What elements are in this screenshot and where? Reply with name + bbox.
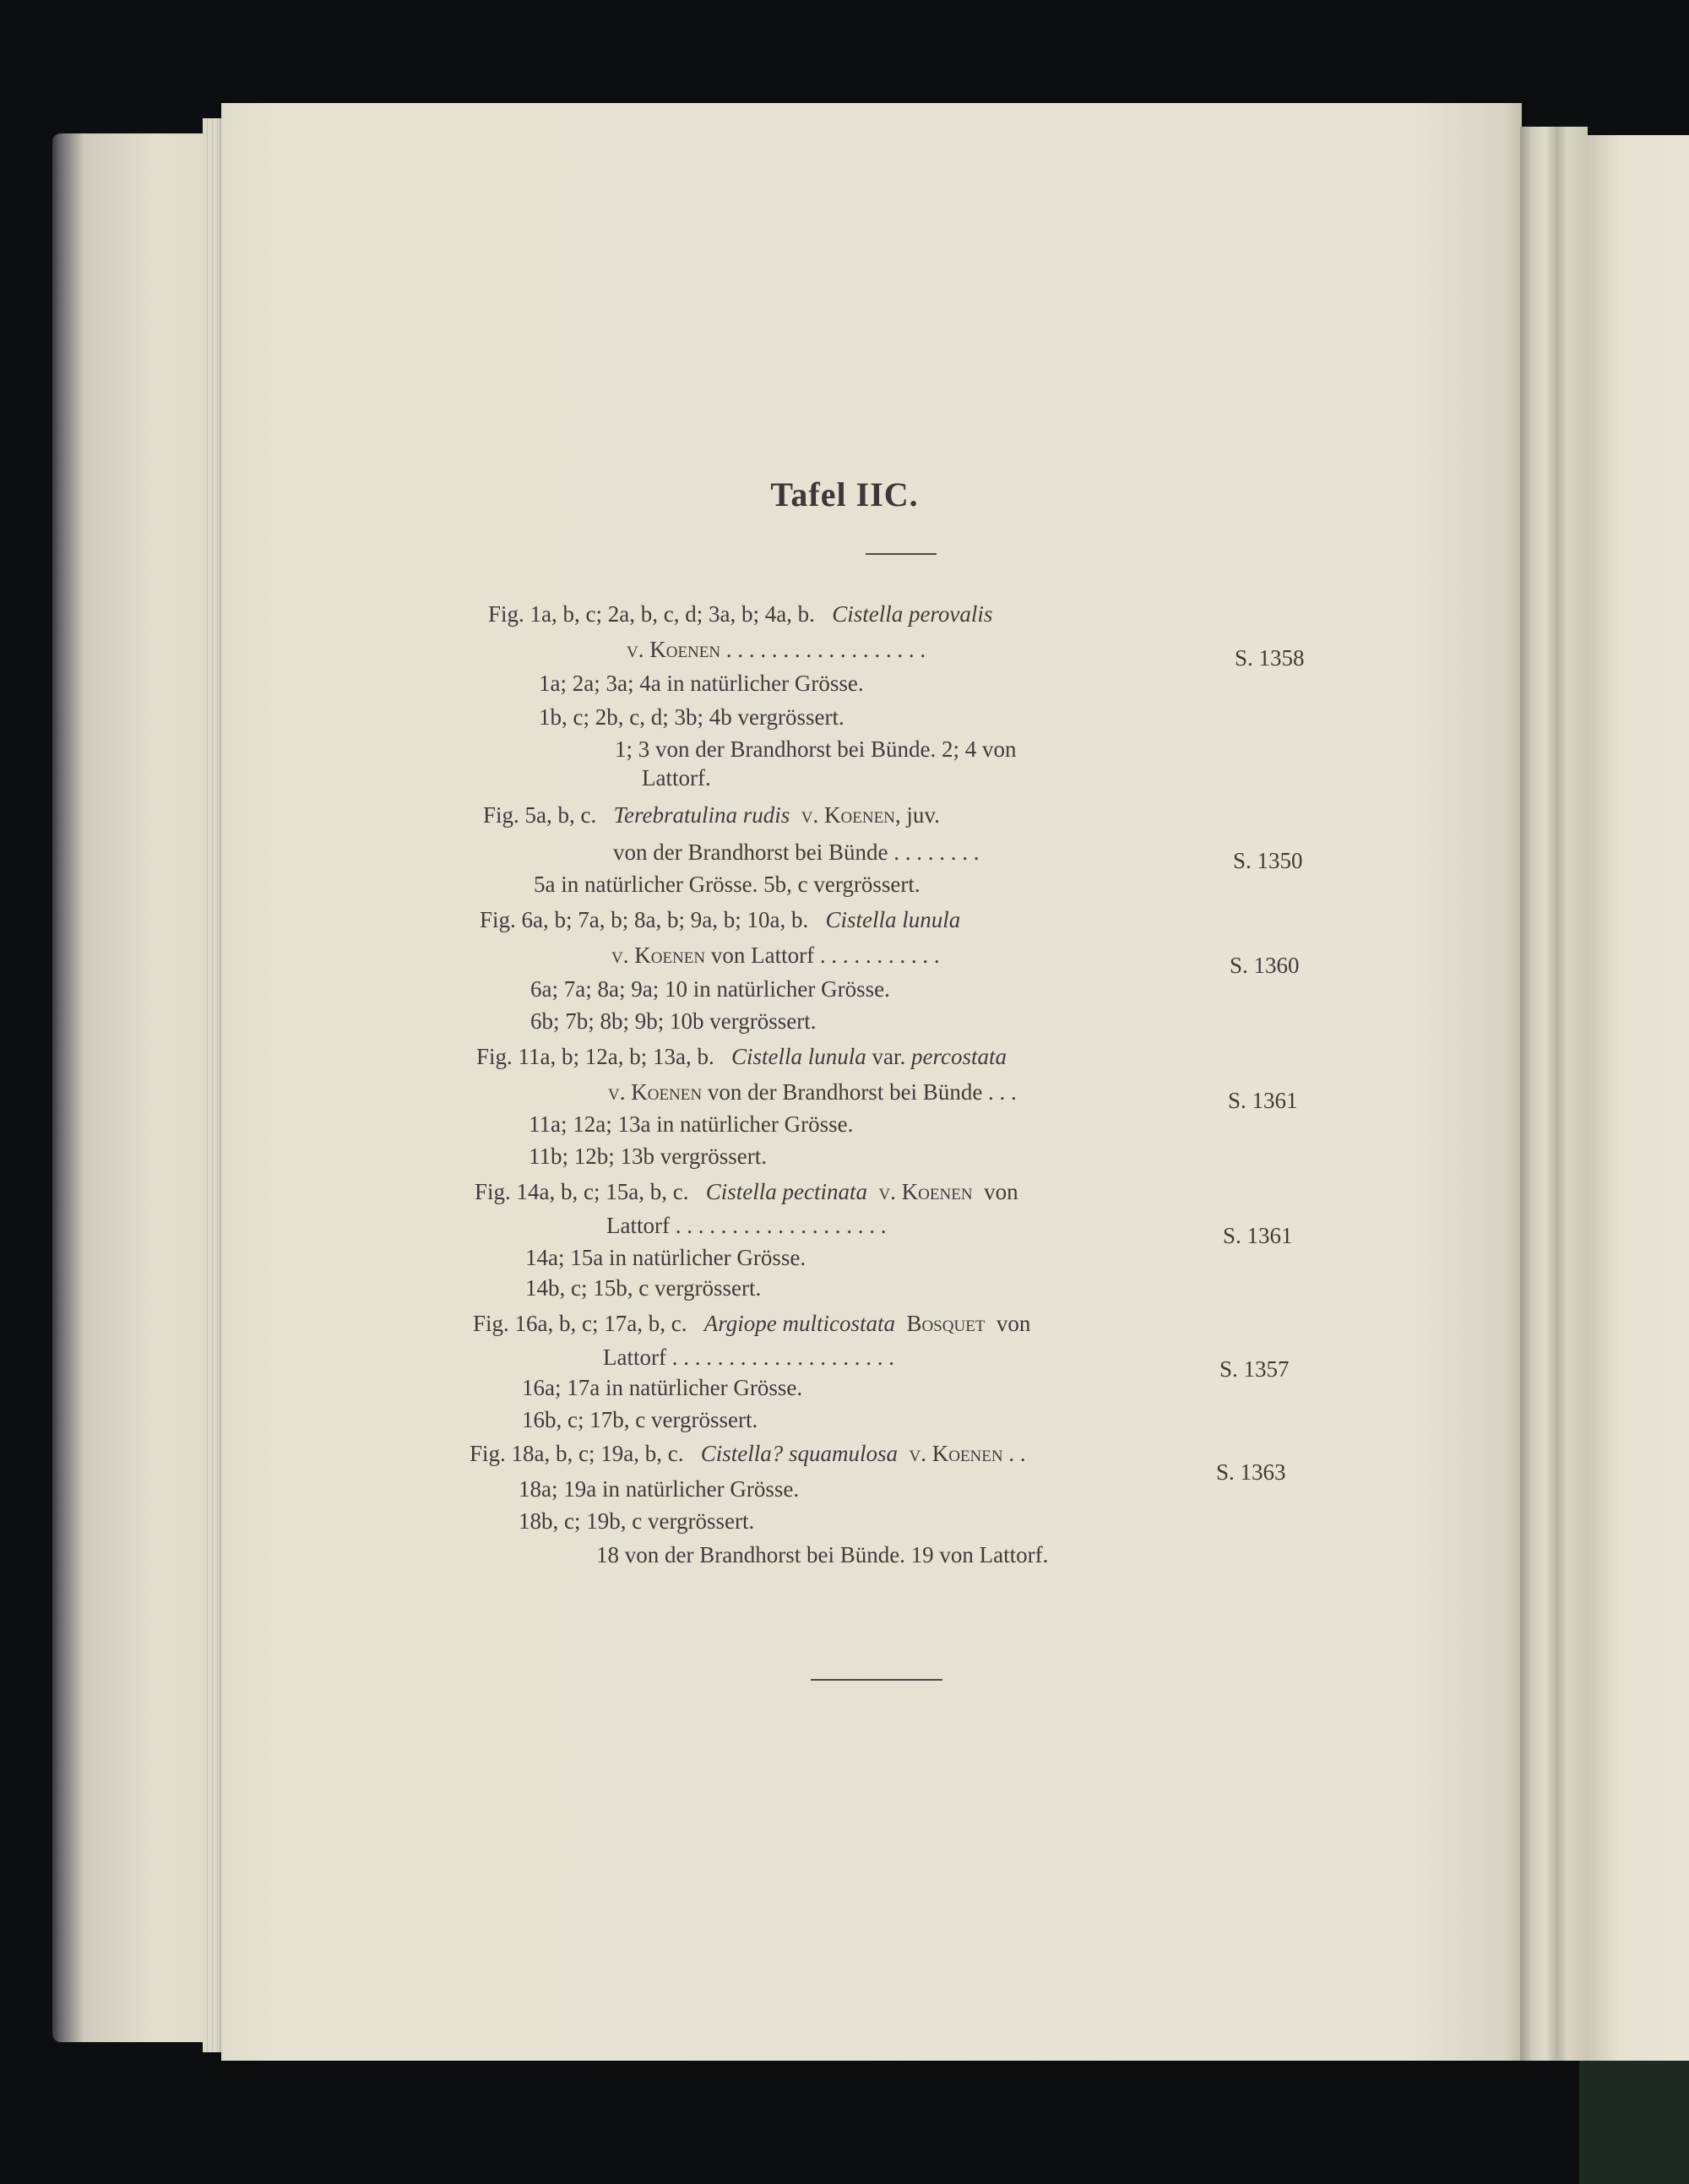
entry-5-page-ref: S. 1361 — [1223, 1223, 1293, 1248]
entry-6-line-1: Fig. 16a, b, c; 17a, b, c. Argiope multicostata Bosquet von — [473, 1311, 1031, 1336]
entry-2-line-1: Fig. 5a, b, c. Terebratulina rudis v. Koenen, juv. — [483, 802, 940, 828]
entry-7-line-1: Fig. 18a, b, c; 19a, b, c. Cistella? squamulosa v. Koenen . . — [470, 1441, 1026, 1466]
entry-3-line-1: Fig. 6a, b; 7a, b; 8a, b; 9a, b; 10a, b. Cistella lunula — [480, 907, 961, 932]
entry-3-note-1: 6a; 7a; 8a; 9a; 10 in natürlicher Grösse. — [530, 976, 890, 1002]
entry-2-line-2: von der Brandhorst bei Bünde . . . . . . . . — [613, 839, 980, 865]
facing-page — [1586, 135, 1689, 2086]
entry-1-line-1: Fig. 1a, b, c; 2a, b, c, d; 3a, b; 4a, b. Cistella perovalis — [488, 601, 993, 627]
entry-7-note-2: 18b, c; 19b, c vergrössert. — [519, 1508, 755, 1534]
entry-5-line-2: Lattorf . . . . . . . . . . . . . . . . . . . — [606, 1213, 887, 1238]
title-rule — [866, 553, 937, 555]
entry-1-note-2: 1b, c; 2b, c, d; 3b; 4b vergrössert. — [539, 704, 844, 730]
entry-3-page-ref: S. 1360 — [1230, 953, 1300, 978]
entry-7-note-3: 18 von der Brandhorst bei Bünde. 19 von Lattorf. — [596, 1542, 1049, 1567]
entry-4-line-2: v. Koenen von der Brandhorst bei Bünde . . . — [608, 1079, 1017, 1105]
entry-6-line-2: Lattorf . . . . . . . . . . . . . . . . . . . . — [603, 1345, 894, 1370]
closing-rule — [811, 1679, 942, 1681]
entry-1-note-4: Lattorf. — [642, 765, 711, 790]
book-gutter — [1520, 127, 1588, 2061]
entry-5-line-1: Fig. 14a, b, c; 15a, b, c. Cistella pectinata v. Koenen von — [475, 1179, 1018, 1204]
entry-2-page-ref: S. 1350 — [1233, 848, 1303, 873]
entry-6-page-ref: S. 1357 — [1219, 1356, 1290, 1382]
entry-1-page-ref: S. 1358 — [1235, 645, 1305, 671]
entry-2-note-1: 5a in natürlicher Grösse. 5b, c vergrössert. — [534, 872, 921, 897]
entry-3-line-2: v. Koenen von Lattorf . . . . . . . . . . . — [611, 943, 940, 968]
book-cover-corner — [1579, 2061, 1689, 2184]
plate-title: Tafel IIC. — [770, 475, 919, 513]
entry-7-page-ref: S. 1363 — [1216, 1459, 1286, 1485]
entry-4-page-ref: S. 1361 — [1228, 1088, 1298, 1113]
entry-5-note-1: 14a; 15a in natürlicher Grösse. — [525, 1245, 806, 1270]
entry-6-note-2: 16b, c; 17b, c vergrössert. — [522, 1407, 758, 1432]
entry-7-note-1: 18a; 19a in natürlicher Grösse. — [519, 1476, 800, 1502]
entry-4-note-1: 11a; 12a; 13a in natürlicher Grösse. — [529, 1111, 854, 1137]
entry-4-line-1: Fig. 11a, b; 12a, b; 13a, b. Cistella lunula var. percostata — [476, 1044, 1007, 1069]
entry-1-note-1: 1a; 2a; 3a; 4a in natürlicher Grösse. — [539, 671, 864, 696]
entry-4-note-2: 11b; 12b; 13b vergrössert. — [529, 1144, 767, 1169]
entry-3-note-2: 6b; 7b; 8b; 9b; 10b vergrössert. — [530, 1008, 817, 1034]
entry-6-note-1: 16a; 17a in natürlicher Grösse. — [522, 1375, 803, 1400]
entry-1-line-2: v. Koenen . . . . . . . . . . . . . . . . . . — [627, 637, 926, 662]
entry-5-note-2: 14b, c; 15b, c vergrössert. — [525, 1275, 762, 1301]
entry-1-note-3: 1; 3 von der Brandhorst bei Bünde. 2; 4 von — [615, 736, 1017, 762]
